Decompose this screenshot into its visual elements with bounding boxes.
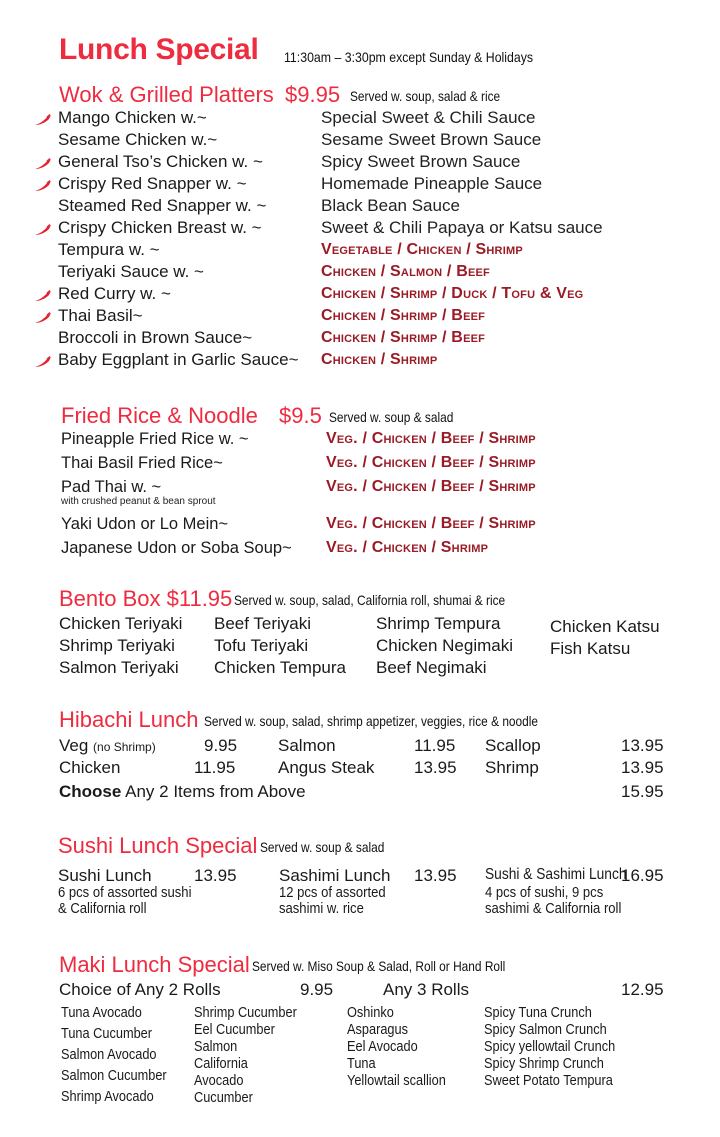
protein-options: Vegetable / Chicken / Shrimp [321, 241, 523, 258]
choice-label: Any 3 Rolls [383, 980, 469, 999]
menu-item: Teriyaki Sauce w. ~ [58, 262, 204, 281]
section-note: Served w. Miso Soup & Salad, Roll or Hand Roll [252, 958, 506, 974]
item-description: 6 pcs of assorted sushi [58, 885, 192, 901]
item-description: & California roll [58, 901, 147, 917]
roll-item: Tuna Avocado [61, 1005, 142, 1021]
section-price: $9.5 [279, 403, 322, 428]
roll-item: Shrimp Cucumber [194, 1005, 297, 1021]
section-note: Served w. soup & salad [329, 409, 454, 425]
item-name: Salmon [278, 736, 336, 755]
section-title: Bento Box $11.95 [59, 586, 233, 611]
sauce-label: Homemade Pineapple Sauce [321, 174, 543, 193]
roll-item: Salmon [194, 1039, 238, 1055]
item-name: Sushi Lunch [58, 866, 152, 885]
sauce-label: Black Bean Sauce [321, 196, 460, 215]
item-price: 13.95 [621, 758, 664, 777]
section-title: Hibachi Lunch [59, 707, 199, 732]
protein-options: Chicken / Shrimp / Duck / Tofu & Veg [321, 285, 584, 302]
roll-item: Salmon Avocado [61, 1047, 157, 1063]
spicy-pepper-icon [34, 290, 52, 302]
roll-item: Cucumber [194, 1090, 253, 1106]
roll-item: Oshinko [347, 1005, 394, 1021]
choice-price: 9.95 [300, 980, 334, 999]
roll-item: Spicy Salmon Crunch [484, 1022, 607, 1038]
roll-item: Spicy yellowtail Crunch [484, 1039, 616, 1055]
bento-item: Salmon Teriyaki [59, 658, 179, 677]
page-title: Lunch Special [59, 33, 259, 66]
spicy-pepper-icon [34, 356, 52, 368]
section-note: Served w. soup, salad, shrimp appetizer, veggies, rice & noodle [204, 713, 539, 729]
protein-options: Veg. / Chicken / Beef / Shrimp [326, 430, 536, 447]
menu-item: Pineapple Fried Rice w. ~ [61, 430, 249, 448]
spicy-pepper-icon [34, 180, 52, 192]
spicy-pepper-icon [34, 224, 52, 236]
menu-item: Mango Chicken w.~ [58, 108, 207, 127]
bento-item: Shrimp Tempura [376, 614, 501, 633]
section-title: Wok & Grilled Platters [59, 82, 274, 107]
menu-item: Thai Basil~ [58, 306, 143, 325]
bento-item: Chicken Katsu [550, 617, 660, 636]
item-name: Angus Steak [278, 758, 375, 777]
choice-label: Choice of Any 2 Rolls [59, 980, 221, 999]
combo-label: Any 2 Items from Above [121, 782, 306, 801]
item-qualifier: (no Shrimp) [93, 740, 156, 754]
roll-item: Tuna [347, 1056, 376, 1072]
item-price: 13.95 [414, 758, 457, 777]
item-price: 9.95 [204, 736, 238, 755]
bento-item: Beef Teriyaki [214, 614, 312, 633]
roll-item: Yellowtail scallion [347, 1073, 446, 1089]
sauce-label: Sesame Sweet Brown Sauce [321, 130, 542, 149]
sauce-label: Special Sweet & Chili Sauce [321, 108, 536, 127]
menu-item: Steamed Red Snapper w. ~ [58, 196, 267, 215]
protein-options: Veg. / Chicken / Beef / Shrimp [326, 478, 536, 495]
bento-item: Tofu Teriyaki [214, 636, 309, 655]
sauce-label: Spicy Sweet Brown Sauce [321, 152, 521, 171]
item-name: Veg [59, 736, 89, 755]
protein-options: Chicken / Salmon / Beef [321, 263, 490, 280]
roll-item: Sweet Potato Tempura [484, 1073, 613, 1089]
hours-note: 11:30am – 3:30pm except Sunday & Holidays [284, 49, 534, 65]
menu-item: Japanese Udon or Soba Soup~ [61, 539, 292, 557]
bento-item: Chicken Tempura [214, 658, 346, 677]
sauce-label: Sweet & Chili Papaya or Katsu sauce [321, 218, 603, 237]
item-price: 13.95 [414, 866, 457, 885]
item-name: Sashimi Lunch [279, 866, 391, 885]
section-title: Sushi Lunch Special [58, 833, 258, 858]
combo-emphasis: Choose [59, 782, 122, 801]
roll-item: Spicy Tuna Crunch [484, 1005, 592, 1021]
section-title: Maki Lunch Special [59, 952, 250, 977]
protein-options: Veg. / Chicken / Beef / Shrimp [326, 454, 536, 471]
bento-item: Chicken Teriyaki [59, 614, 183, 633]
item-name: Chicken [59, 758, 121, 777]
bento-item: Chicken Negimaki [376, 636, 513, 655]
spicy-pepper-icon [34, 114, 52, 126]
menu-item: Thai Basil Fried Rice~ [61, 454, 223, 472]
choice-price: 12.95 [621, 980, 664, 999]
roll-item: Shrimp Avocado [61, 1089, 154, 1105]
menu-item: Crispy Chicken Breast w. ~ [58, 218, 262, 237]
section-note: Served w. soup, salad, California roll, shumai & rice [234, 592, 506, 608]
item-description: with crushed peanut & bean sprout [61, 496, 216, 507]
roll-item: California [194, 1056, 248, 1072]
menu-item: Tempura w. ~ [58, 240, 160, 259]
menu-item: Broccoli in Brown Sauce~ [58, 328, 253, 347]
item-description: 12 pcs of assorted [279, 885, 386, 901]
hibachi-combo [59, 782, 306, 802]
item-price: 11.95 [414, 736, 456, 755]
item-description: sashimi & California roll [485, 901, 622, 917]
menu-item: Pad Thai w. ~ [61, 478, 162, 496]
hibachi-item [59, 736, 156, 756]
item-name: Shrimp [485, 758, 539, 777]
menu-item: Yaki Udon or Lo Mein~ [61, 515, 229, 533]
item-description: sashimi w. rice [279, 901, 364, 917]
section-title: Fried Rice & Noodle [61, 403, 258, 428]
roll-item: Avocado [194, 1073, 244, 1089]
menu-item: Baby Eggplant in Garlic Sauce~ [58, 350, 299, 369]
roll-item: Asparagus [347, 1022, 409, 1038]
item-price: 16.95 [621, 866, 664, 885]
bento-item: Fish Katsu [550, 639, 631, 658]
protein-options: Chicken / Shrimp [321, 351, 438, 368]
spicy-pepper-icon [34, 158, 52, 170]
protein-options: Chicken / Shrimp / Beef [321, 307, 486, 324]
item-description: 4 pcs of sushi, 9 pcs [485, 885, 604, 901]
protein-options: Veg. / Chicken / Beef / Shrimp [326, 515, 536, 532]
menu-item: General Tso’s Chicken w. ~ [58, 152, 263, 171]
menu-item: Red Curry w. ~ [58, 284, 171, 303]
roll-item: Tuna Cucumber [61, 1026, 153, 1042]
roll-item: Salmon Cucumber [61, 1068, 167, 1084]
item-name: Sushi & Sashimi Lunch [485, 866, 627, 883]
item-price: 11.95 [194, 758, 236, 777]
bento-item: Shrimp Teriyaki [59, 636, 175, 655]
item-name: Scallop [485, 736, 541, 755]
section-price: $9.95 [285, 82, 341, 107]
roll-item: Eel Avocado [347, 1039, 418, 1055]
menu-item: Crispy Red Snapper w. ~ [58, 174, 247, 193]
item-price: 13.95 [194, 866, 237, 885]
combo-price: 15.95 [621, 782, 664, 801]
section-note: Served w. soup, salad & rice [350, 88, 501, 104]
bento-item: Beef Negimaki [376, 658, 487, 677]
section-note: Served w. soup & salad [260, 839, 385, 855]
item-price: 13.95 [621, 736, 664, 755]
protein-options: Chicken / Shrimp / Beef [321, 329, 486, 346]
roll-item: Spicy Shrimp Crunch [484, 1056, 604, 1072]
protein-options: Veg. / Chicken / Shrimp [326, 539, 489, 556]
menu-item: Sesame Chicken w.~ [58, 130, 218, 149]
spicy-pepper-icon [34, 312, 52, 324]
roll-item: Eel Cucumber [194, 1022, 275, 1038]
